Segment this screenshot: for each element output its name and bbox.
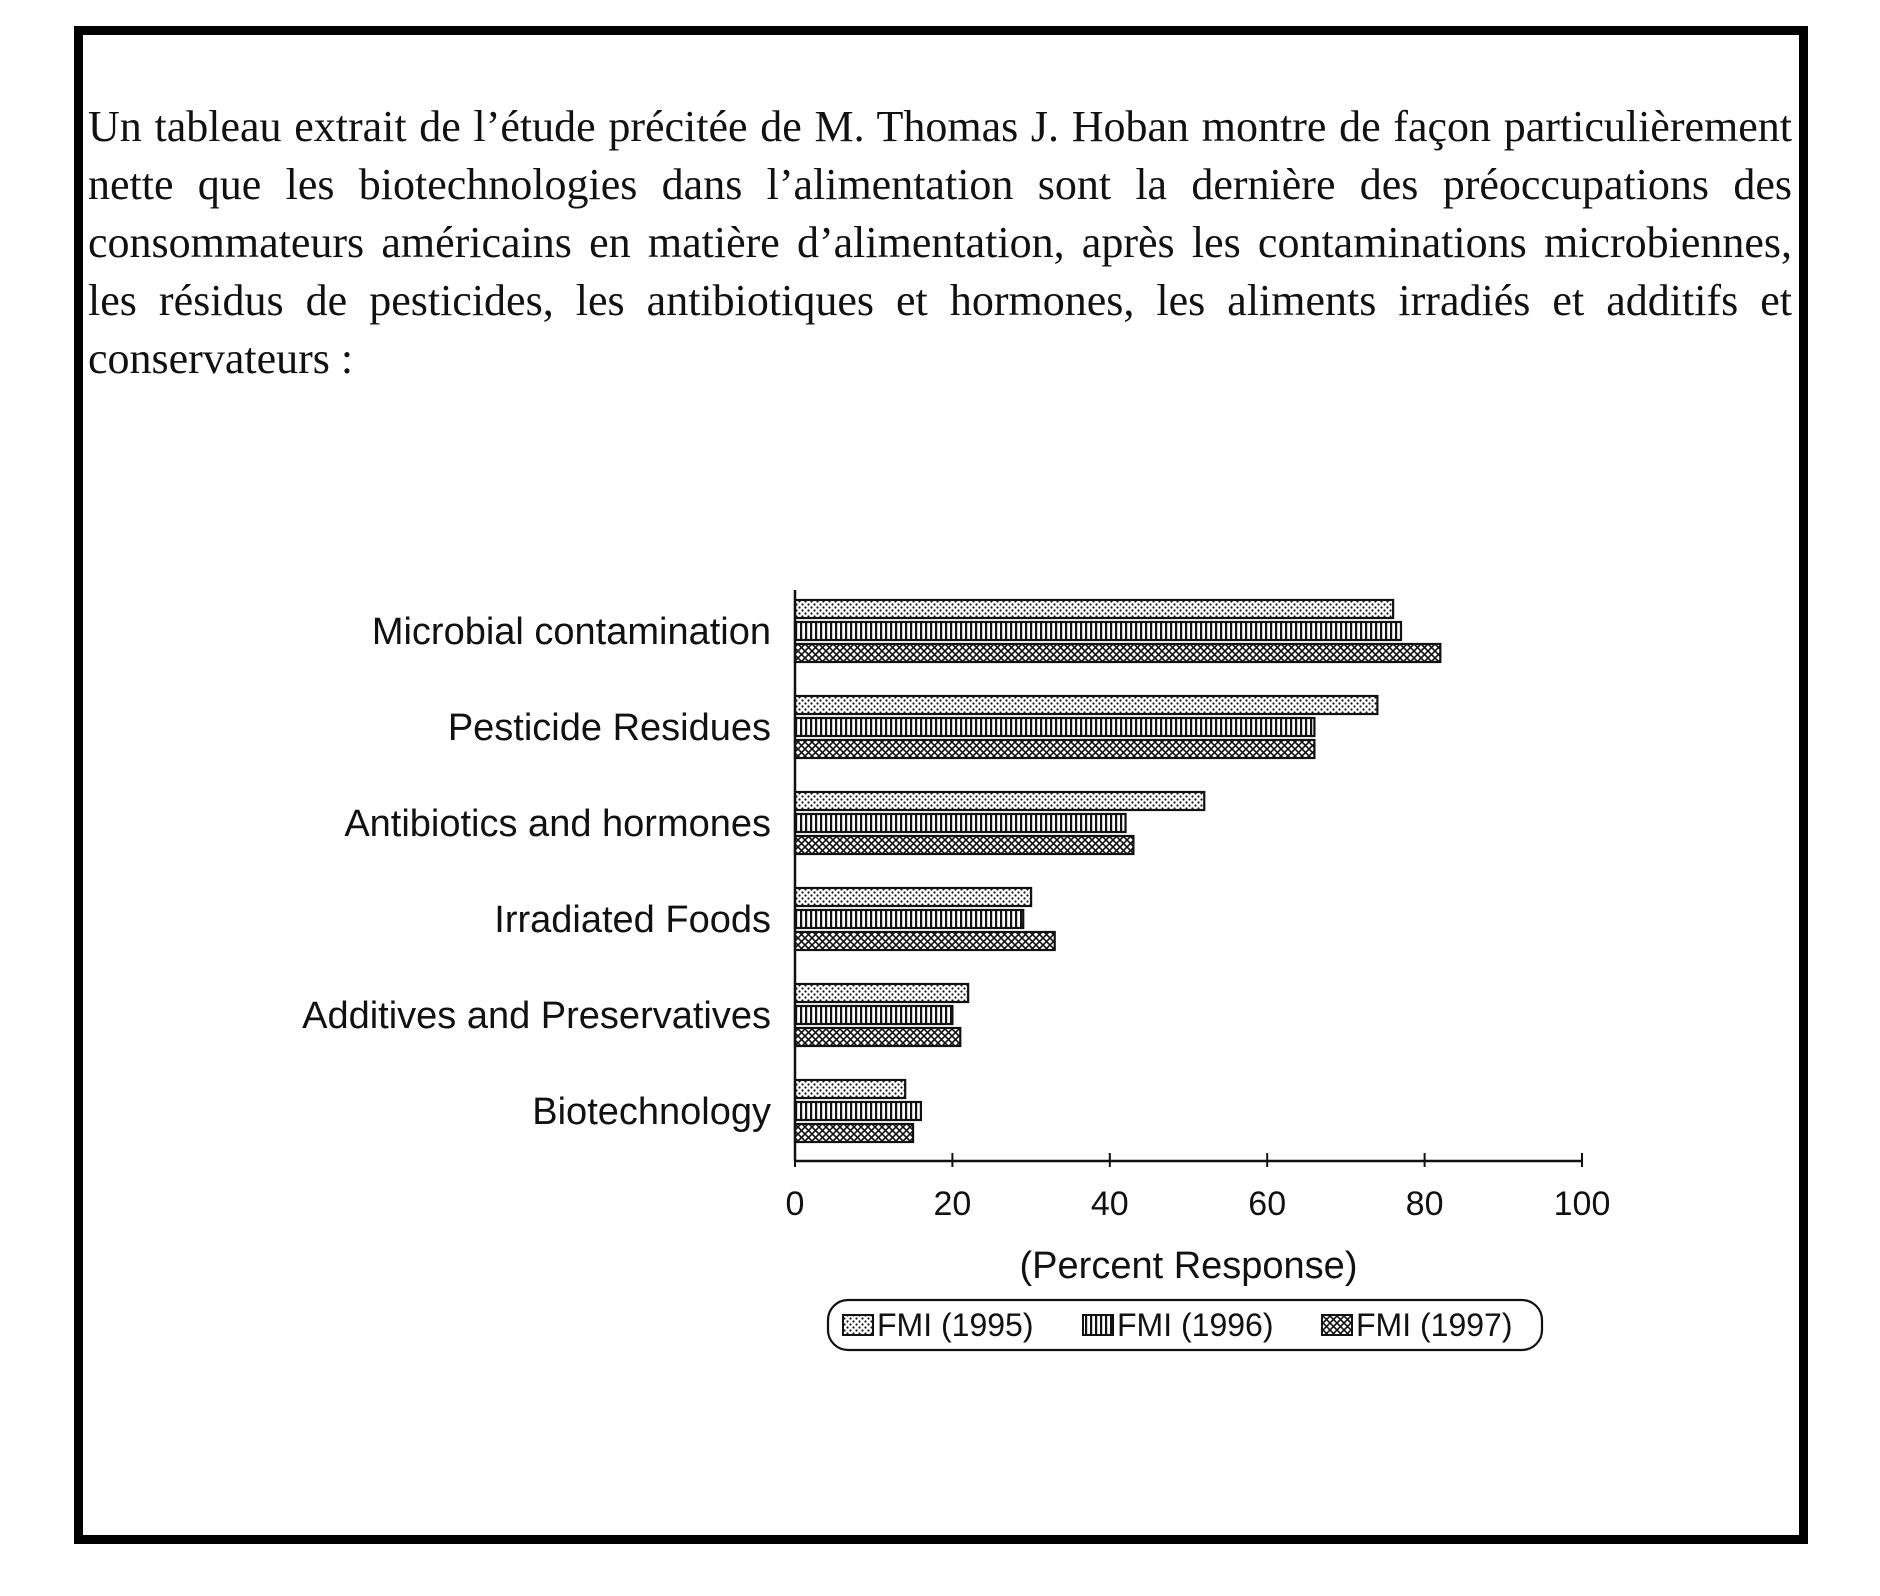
bar-2-1 (795, 622, 1401, 640)
bar-2-3 (795, 814, 1126, 832)
category-label: Irradiated Foods (494, 899, 771, 941)
x-axis-label: (Percent Response) (1019, 1245, 1358, 1287)
bar-2-6 (795, 1102, 921, 1120)
bar-3-4 (795, 932, 1055, 950)
legend-swatch (843, 1315, 873, 1335)
bar-2-5 (795, 1006, 952, 1024)
legend-swatch (1083, 1315, 1113, 1335)
legend-swatch (1322, 1315, 1352, 1335)
legend-label: FMI (1995) (877, 1307, 1034, 1343)
legend-label: FMI (1997) (1356, 1307, 1513, 1343)
bar-3-3 (795, 836, 1133, 854)
bar-3-2 (795, 740, 1314, 758)
category-labels (302, 611, 771, 1133)
bar-1-6 (795, 1080, 905, 1098)
tick-labels (786, 1185, 1611, 1223)
bar-3-5 (795, 1028, 960, 1046)
category-label: Pesticide Residues (447, 707, 771, 749)
bar-3-6 (795, 1124, 913, 1142)
bar-1-2 (795, 696, 1377, 714)
intro-paragraph: Un tableau extrait de l’étude précitée de M. Thomas J. Hoban montre de façon particulièrement nette que les biotechnologies dans l’alimentation sont la dernière des préoccupations des consommateurs américains en matière d’alimentation, après les contaminations microbiennes, les résidus de pesticides, les antibiotiques et hormones, les aliments irradiés et additifs et conservateurs : (88, 102, 1792, 383)
bar-1-3 (795, 792, 1204, 810)
legend (828, 1300, 1542, 1350)
category-label: Additives and Preservatives (302, 995, 771, 1037)
bar-2-4 (795, 910, 1023, 928)
x-tick-label: 40 (1090, 1185, 1129, 1223)
axes-group (795, 590, 1582, 1167)
x-tick-label: 20 (933, 1185, 972, 1223)
x-tick-label: 100 (1553, 1185, 1611, 1223)
bar-1-5 (795, 984, 968, 1002)
bar-2-2 (795, 718, 1314, 736)
bars-group (795, 600, 1440, 1142)
legend-label: FMI (1996) (1117, 1307, 1274, 1343)
bar-1-4 (795, 888, 1031, 906)
x-tick-label: 60 (1248, 1185, 1287, 1223)
x-tick-label: 0 (785, 1185, 805, 1223)
bar-3-1 (795, 644, 1440, 662)
category-label: Microbial contamination (371, 611, 771, 653)
category-label: Antibiotics and hormones (344, 803, 771, 845)
category-label: Biotechnology (532, 1091, 771, 1133)
bar-1-1 (795, 600, 1393, 618)
x-tick-label: 80 (1405, 1185, 1444, 1223)
